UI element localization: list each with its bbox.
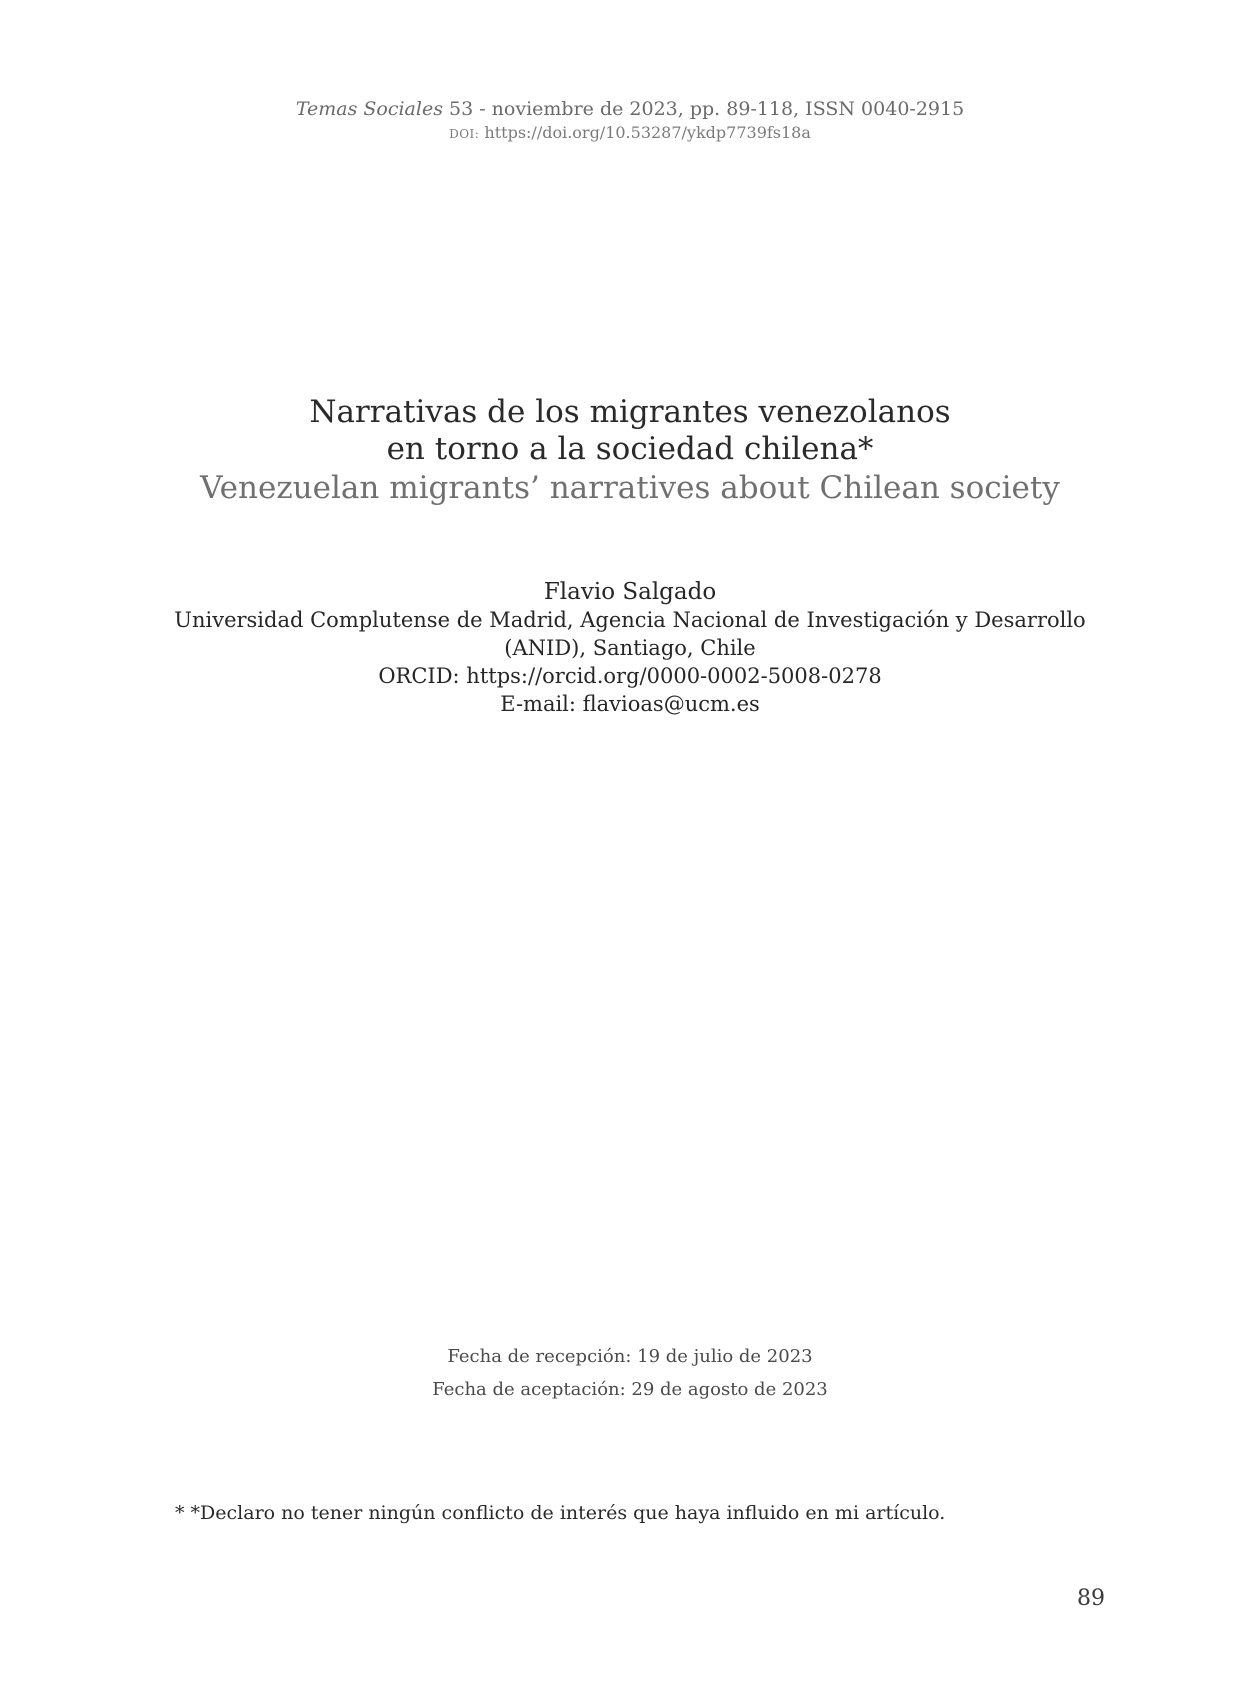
- author-email[interactable]: E-mail: flavioas@ucm.es: [500, 692, 760, 716]
- doi-label: DOI:: [449, 127, 480, 141]
- title-spanish-line-1: Narrativas de los migrantes venezolanos: [309, 394, 951, 430]
- author-block: [0, 578, 1260, 718]
- citation-details: 53 - noviembre de 2023, pp. 89-118, ISSN 0040-2915: [442, 98, 965, 120]
- page-number: 89: [1077, 1586, 1105, 1611]
- date-received: Fecha de recepción: 19 de julio de 2023: [447, 1346, 813, 1367]
- date-accepted: Fecha de aceptación: 29 de agosto de 2023: [432, 1379, 828, 1400]
- title-spanish-line-2: en torno a la sociedad chilena*: [386, 431, 874, 467]
- author-name: Flavio Salgado: [543, 579, 717, 605]
- author-orcid[interactable]: ORCID: https://orcid.org/0000-0002-5008-0278: [378, 664, 882, 688]
- title-spanish: [0, 394, 1260, 468]
- doi-line: [0, 122, 1260, 145]
- submission-dates: [0, 1340, 1260, 1406]
- running-header: [0, 96, 1260, 145]
- author-affiliation-line-1: Universidad Complutense de Madrid, Agencia Nacional de Investigación y Desarrollo: [174, 608, 1086, 632]
- doi-link[interactable]: https://doi.org/10.53287/ykdp7739fs18a: [479, 123, 811, 142]
- author-affiliation-line-2: (ANID), Santiago, Chile: [504, 636, 756, 660]
- footnote: * *Declaro no tener ningún conflicto de interés que haya influido en mi artículo.: [175, 1502, 946, 1524]
- citation-line: [0, 96, 1260, 122]
- title-block: [0, 394, 1260, 508]
- title-english: Venezuelan migrants’ narratives about Chilean society: [200, 470, 1060, 506]
- journal-name: Temas Sociales: [295, 98, 443, 120]
